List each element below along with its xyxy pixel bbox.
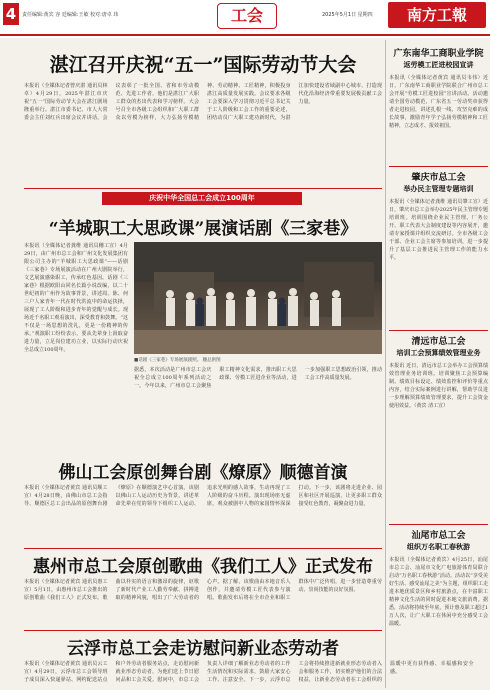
article-yunfu-body: 本报讯（全媒体记者黄宾 通讯员云工宣）4月29日，云浮市总工会领导班子成员深入快递驿站、网约配送站点和户外劳动者服务站点，走访慰问新就业形态劳动者，为他们送上节日慰问品和工会关爱。慰问中，市总工会负责人详细了解新业态劳动者的工作生活情况和实际需求，鼓励大家安心工作、注意安全。下一步，云浮市总工会将持续推进新就业形态劳动者入会和服务工作，切实维护他们的合法权益，让新业态劳动者在工会组织的温暖中更有获得感、幸福感和安全感。 [24, 661, 474, 683]
issue-date: 2025年5月1日 星期四 [322, 12, 373, 18]
article-divider [24, 630, 382, 631]
sidebar-subtitle: 举办民主管理专题培训 [403, 184, 474, 193]
headline-yunfu: 云浮市总工会走访慰问新业态劳动者 [67, 639, 339, 659]
sidebar-divider [389, 524, 488, 525]
header-rule [0, 34, 490, 36]
article-liaoyuan-body: 本报讯（全媒体记者黄宾 通讯员顺工宣）4月28日晚，由佛山市总工会指导、顺德区总工会出品的原创舞台剧《燎原》在顺德演艺中心首演。该剧以佛山工人运动历史为背景，讲述革命先辈在党的领导下组织工人运动、追求光明的感人故事，生动再现了工人阶级的奋斗历程。演出现场座无虚席，观众被剧中人物的家国情怀深深打动。下一步，该剧将走进企业、园区和社区开展巡演，让更多职工群众接受红色教育，凝聚奋进力量。 [24, 485, 382, 507]
article-divider [24, 188, 382, 189]
column-divider [385, 40, 386, 688]
section-label: 工会 [217, 3, 277, 29]
headline-sanjiaxiang: “羊城职工大思政课”展演话剧《三家巷》 [48, 219, 358, 239]
page-header [0, 0, 490, 38]
sidebar-body: 本报讯（全媒体记者黄宾 通讯员韦伟）近日，广东南华工商职业学院联合广州市总工会开展“劳模工匠进校园”宣讲活动。活动邀请全国劳动模范、广东省五一劳动奖章获得者走进校园，讲述扎根一线、攻坚克难的成长故事，激励青年学子弘扬劳模精神和工匠精神，立志成才、报效祖国。 [389, 75, 488, 129]
headline-huizhou: 惠州市总工会原创歌曲《我们工人》正式发布 [33, 557, 373, 577]
article-zhanjiang-body: 本报讯（全媒体记者曾庆湛 通讯员林卓）4月29日，2025年湛江市庆祝“五一”国际劳动节大会在湛江剧场隆重举行。湛江市委书记、市人大常委会主任刘红兵出席会议并讲话。会议表彰了一批全国、省和市劳动模范、先进工作者，他们是湛江广大职工群众的杰出代表和学习榜样。大会号召全市各级工会组织和广大职工群众以劳模为榜样，大力弘扬劳模精神、劳动精神、工匠精神，积极投身湛江高质量发展实践。会议要求各级工会要深入学习贯彻习近平总书记关于工人阶级和工会工作的重要论述，团结动员广大职工建功新时代，为湛江加快建设省域副中心城市、打造现代化沿海经济带重要发展极贡献工会力量。 [24, 83, 382, 121]
editor-meta: 责任编辑:黄宾 容 廷编辑:王敏 校对:唐卓 玮 [22, 12, 119, 18]
sidebar-title: 清远市总工会 [411, 337, 466, 347]
drama-photo [134, 242, 382, 354]
article-sanjiaxiang-body2: 据悉，本次活动是广州市总工会庆祝全总成立100周年系列活动之一。今年以来，广州市总工会聚焦职工精神文化需求，推出职工大思政课、劳模工匠进企业等活动，进一步加强职工思想政治引领，推动工会工作高质量发展。 [134, 367, 382, 389]
drama-photo-image [134, 242, 382, 354]
sidebar-subtitle: 返劳模工匠进校园宣讲 [403, 60, 474, 69]
sidebar-body: 本报讯 近日，清远市总工会举办工会预算绩效管理业务培训班。培训聚焦工会预算编制、绩效目标设定、绩效监控和评价等重点内容，结合实际案例进行讲解，帮助学员进一步理解预算绩效管理要求，提升工会资金使用效益。（黄宾 清工宣） [389, 363, 488, 409]
newspaper-logo: 南方工報 [388, 2, 486, 28]
article-huizhou-body: 本报讯（全媒体记者黄宾 通讯员惠工宣）5月1日，由惠州市总工会推出的原创歌曲《我们工人》正式发布。歌曲以朴实的语言和激昂的旋律，讴歌了新时代产业工人勤劳奉献、拼搏进取的精神风貌，唱出了广大劳动者的心声。据了解，该歌曲由本地音乐人创作，并邀请劳模工匠代表参与演唱。歌曲发布后将在全市企业和职工群体中广泛传唱，进一步营造尊重劳动、崇尚技能的良好氛围。 [24, 579, 382, 601]
sidebar-title: 汕尾市总工会 [411, 531, 466, 541]
sidebar-body: 本报讯（全媒体记者龚维 通讯员肇工宣）近日，肇庆市总工会举办2025年民主管理专题培训班。培训围绕企业民主管理、厂务公开、职工代表大会制度建设等内容展开，邀请专家授课并组织交流研讨。全市各级工会干部、企业工会主席等参加培训，进一步提升了基层工会推进民主管理工作的能力水平。 [389, 199, 488, 261]
sidebar-subtitle: 培训工会预算绩效管理业务 [396, 348, 481, 357]
sidebar-divider [389, 166, 488, 167]
article-sanjiaxiang-body: 本报讯（全媒体记者龚维 通讯员穗工宣）4月29日，由广州市总工会和广州文化发展集团有限公司主办的“羊城职工大思政课”——话剧《三家巷》专场展演活动在广州大剧院举行，文艺展演感染职工，传承红色基因。话剧《三家巷》根据欧阳山同名长篇小说改编，以二十世纪初的广州作为故事背景，讲述周、陈、何三户人家青年一代在时代洪流中的命运抉择，展现了工人阶级和进步青年的觉醒与成长。现场近千名职工观看演出，深受教育和鼓舞。“这不仅是一场思想的洗礼，更是一份精神的传承。”观演职工纷纷表示，要从先辈身上汲取奋进力量，立足岗位建功立业，以实际行动庆祝全总成立100周年。 [24, 243, 128, 353]
sidebar-title: 广东南华工商职业学院 [393, 49, 484, 59]
headline-zhanjiang: 湛江召开庆祝“五一”国际劳动节大会 [49, 54, 357, 76]
photo-caption: ■话剧《三家巷》专场展演剧照。 穗总供图 [134, 358, 221, 363]
sidebar-title: 肇庆市总工会 [411, 173, 466, 183]
page-number: 4 [3, 3, 19, 25]
anniversary-band: 庆祝中华全国总工会成立100周年 [102, 192, 302, 205]
headline-liaoyuan: 佛山工会原创舞台剧《燎原》顺德首演 [58, 463, 348, 483]
article-divider [24, 548, 382, 549]
sidebar-subtitle: 组织万名职工春秋游 [407, 542, 470, 551]
sidebar-column [389, 40, 488, 688]
sidebar-body: 本报讯（全媒体记者黄宾）4月25日，汕尾市总工会、汕尾市文化广电旅游体育局联合启动“万名职工春秋游”活动。活动以“享受美好生活、感受汕尾之美”为主题，组织职工走进本地优质景区和乡村旅游点，在丰富职工精神文化生活的同时促进本地文旅消费。据悉，活动将持续至年底，预计惠及职工超过1万人次，让广大职工在休闲中充分感受工会温暖。 [389, 557, 488, 627]
sidebar-divider [389, 330, 488, 331]
